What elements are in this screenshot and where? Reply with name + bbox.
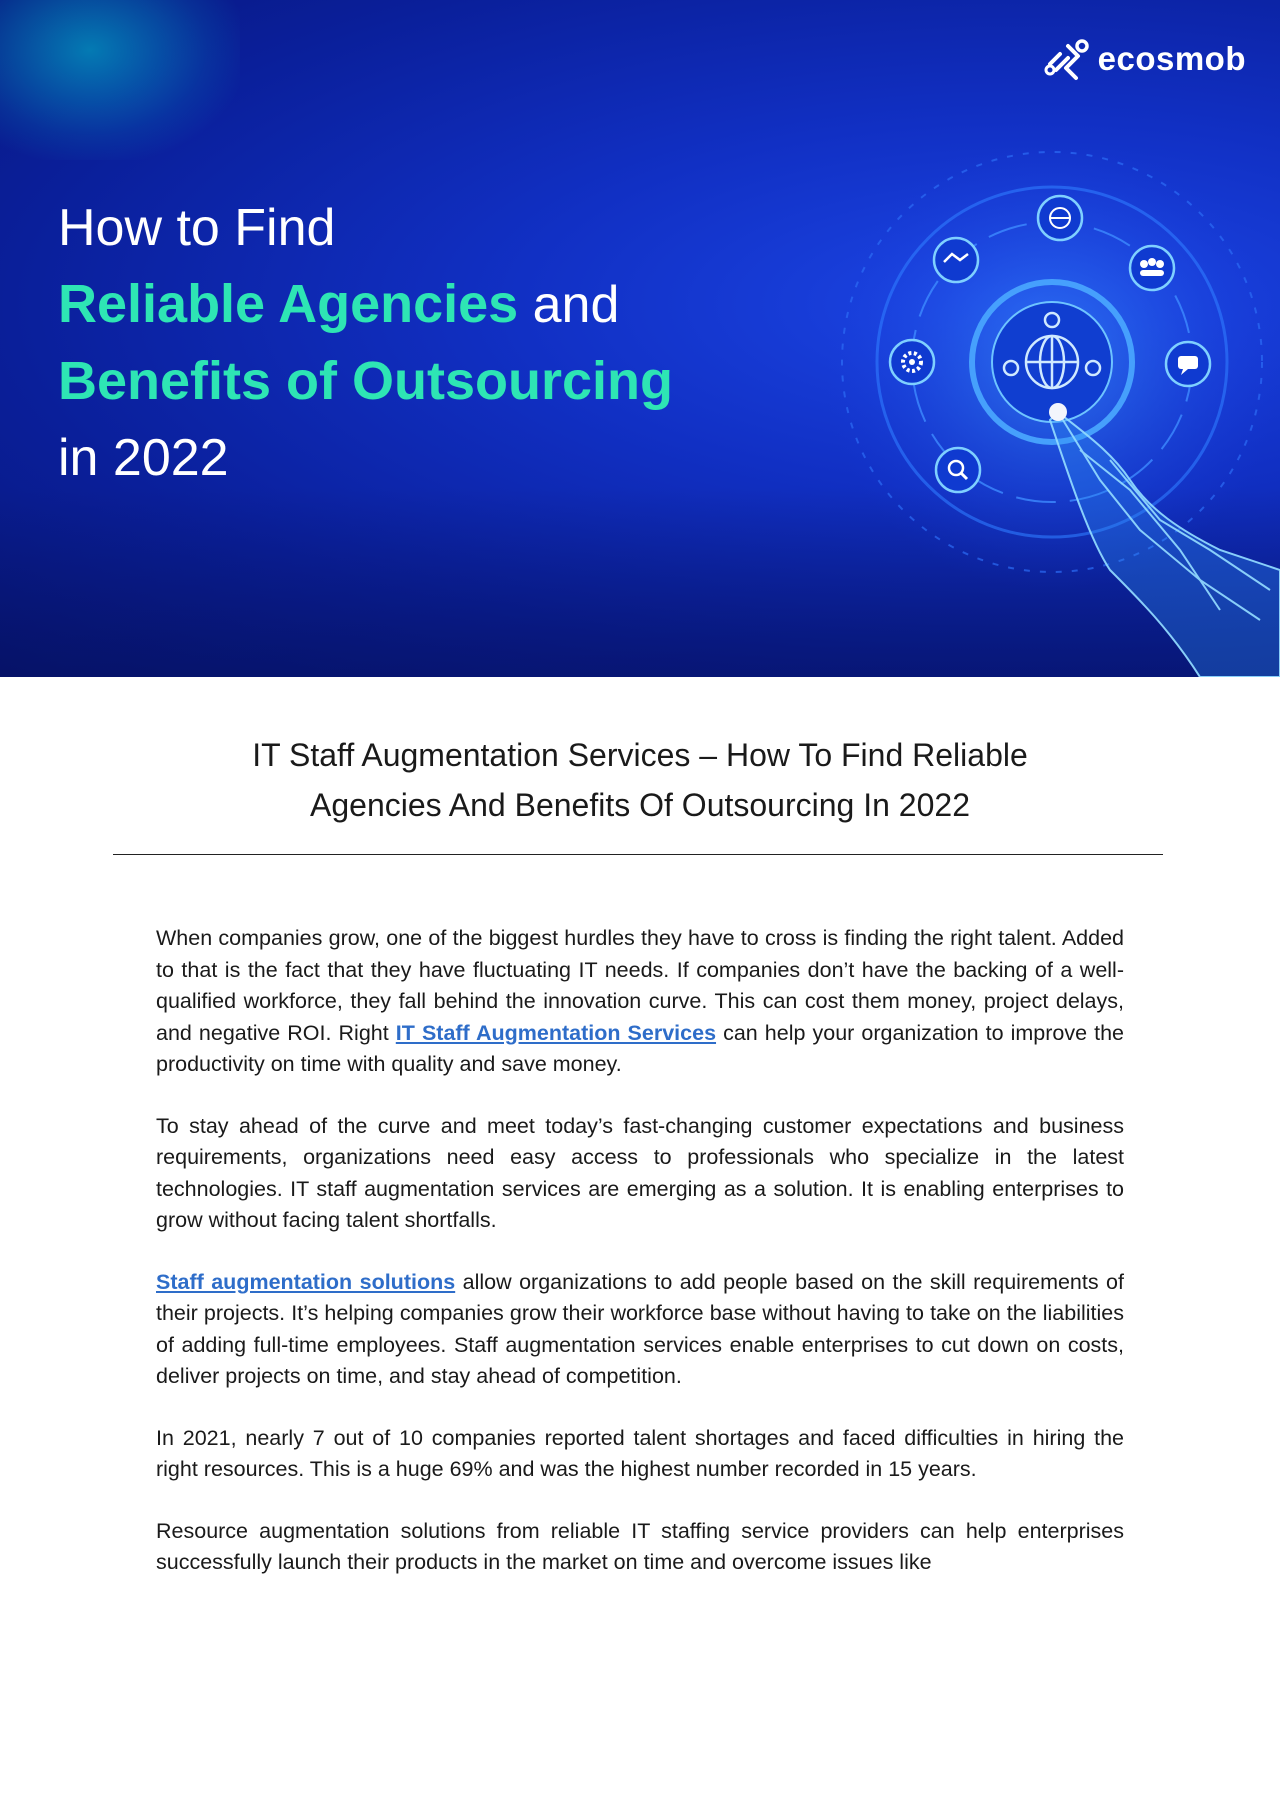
paragraph-4: In 2021, nearly 7 out of 10 companies reported talent shortages and faced difficulties in hiring the right resources. This is a huge 69% and was the highest number recorded in 15 years.	[156, 1425, 1124, 1481]
hero-and: and	[518, 276, 620, 334]
team-icon	[1130, 246, 1174, 290]
paragraph-1	[156, 923, 1124, 1081]
hero-line-2	[58, 266, 673, 343]
search-icon	[936, 448, 980, 492]
document-title	[0, 730, 1280, 830]
ecosmob-logo-icon	[1042, 36, 1092, 82]
handshake-icon	[934, 238, 978, 282]
network-graphic	[780, 150, 1280, 677]
it-staff-augmentation-link[interactable]: IT Staff Augmentation Services	[395, 1020, 717, 1045]
hero-banner	[0, 0, 1280, 677]
paragraph-3-text: allow organizations to add people based on the skill requirements of their projects. It’s helping companies grow their workforce base without having to take on the liabilities of adding full-time employees. Staff augmentation services enable enterprises to cut down on costs, deliver projects on time, and stay ahead of competition.	[156, 1269, 1124, 1388]
hero-accent-reliable: Reliable Agencies	[58, 274, 519, 334]
hero-line-3	[58, 343, 673, 420]
gear-icon	[890, 340, 934, 384]
brand-name: ecosmob	[1097, 40, 1246, 77]
staff-augmentation-solutions-link[interactable]: Staff augmentation solutions	[156, 1269, 456, 1294]
hero-line-1: How to Find	[58, 199, 336, 257]
paragraph-5: Resource augmentation solutions from reliable IT staffing service providers can help enterprises successfully launch their products in the market on time and overcome issues like	[156, 1518, 1124, 1574]
hero-line-4: in 2022	[58, 429, 229, 487]
document-title-line-2: Agencies And Benefits Of Outsourcing In 2022	[310, 787, 970, 823]
hero-title	[58, 190, 673, 496]
globe-icon	[1038, 196, 1082, 240]
paragraph-2: To stay ahead of the curve and meet today’s fast-changing customer expectations and business requirements, organizations need easy access to professionals who specialize in the latest technologies. IT staff augmentation services are emerging as a solution. It is enabling enterprises to grow without facing talent shortfalls.	[156, 1113, 1124, 1232]
paragraph-1-text-b: can help your organization to improve the productivity on time with quality and save money.	[156, 1020, 1124, 1076]
brand-logo[interactable]	[1042, 36, 1246, 82]
paragraph-1-text-a: When companies grow, one of the biggest hurdles they have to cross is finding the right talent. Added to that is the fact that they have fluctuating IT needs. If companies don’t have the backing of a well-qualified workforce, they fall behind the innovation curve. This can cost them money, project delays, and negative ROI. Right	[156, 926, 1124, 1045]
chat-icon	[1166, 342, 1210, 386]
document-title-line-1: IT Staff Augmentation Services – How To Find Reliable	[252, 737, 1028, 773]
paragraph-3	[156, 1267, 1124, 1393]
hero-accent-benefits: Benefits of Outsourcing	[58, 351, 674, 411]
title-divider	[113, 854, 1163, 855]
article-body	[156, 923, 1124, 1609]
